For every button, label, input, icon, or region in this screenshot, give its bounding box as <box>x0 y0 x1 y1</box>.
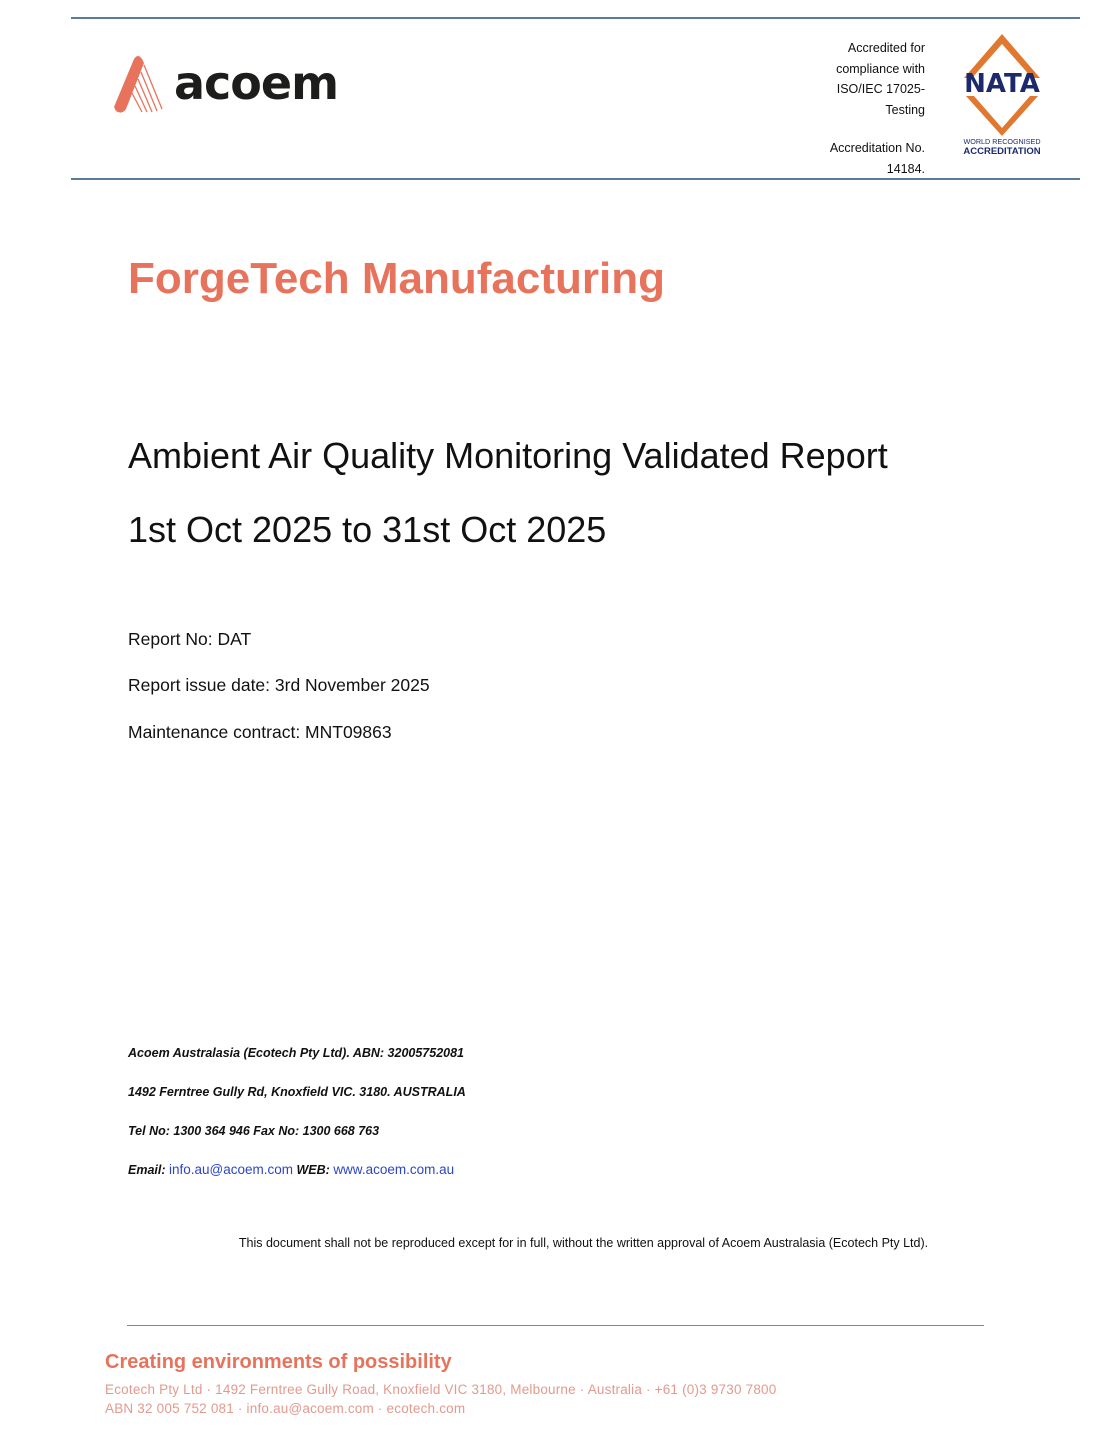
acoem-logo-icon <box>110 53 166 113</box>
accreditation-note <box>785 38 925 179</box>
report-period: 1st Oct 2025 to 31st Oct 2025 <box>128 509 607 550</box>
accreditation-number-line: Accreditation No. <box>829 141 925 155</box>
report-issue-date: Report issue date: 3rd November 2025 <box>128 675 430 695</box>
header-bottom-rule <box>71 178 1080 180</box>
footer-rule <box>127 1325 984 1326</box>
nata-badge-name: NATA <box>964 69 1040 99</box>
report-number: Report No: DAT <box>128 629 252 649</box>
email-link[interactable]: info.au@acoem.com <box>169 1162 294 1177</box>
footer-tagline: Creating environments of possibility <box>105 1351 452 1373</box>
company-abn-line: Acoem Australasia (Ecotech Pty Ltd). ABN: 32005752081 <box>128 1046 465 1060</box>
footer-address-line: Ecotech Pty Ltd · 1492 Ferntree Gully Road, Knoxfield VIC 3180, Melbourne · Australia · +61 (0)3 9730 7800 <box>105 1382 777 1397</box>
nata-badge-line1: WORLD RECOGNISED <box>963 137 1041 146</box>
web-label: WEB: <box>296 1163 334 1177</box>
website-link[interactable]: www.acoem.com.au <box>333 1162 455 1177</box>
maintenance-contract: Maintenance contract: MNT09863 <box>128 722 392 742</box>
header-top-rule <box>71 17 1080 19</box>
client-name-title: ForgeTech Manufacturing <box>128 254 665 303</box>
acoem-logo <box>110 52 338 114</box>
email-label: Email: <box>128 1163 169 1177</box>
company-phone-line: Tel No: 1300 364 946 Fax No: 1300 668 763 <box>128 1124 380 1138</box>
accreditation-number-line: 14184. <box>886 161 925 176</box>
accreditation-line: compliance with <box>836 61 925 76</box>
accreditation-line: Testing <box>885 102 925 117</box>
accreditation-line: ISO/IEC 17025- <box>836 82 925 96</box>
nata-badge-line2: ACCREDITATION <box>963 146 1041 157</box>
company-contact-line <box>128 1162 454 1177</box>
footer-abn-line: ABN 32 005 752 081 · info.au@acoem.com · ecotech.com <box>105 1401 466 1416</box>
report-title: Ambient Air Quality Monitoring Validated Report <box>128 435 888 476</box>
accreditation-line: Accredited for <box>847 41 925 55</box>
acoem-logo-text: acoem <box>174 56 339 110</box>
company-address-line: 1492 Ferntree Gully Rd, Knoxfield VIC. 3180. AUSTRALIA <box>128 1085 466 1099</box>
reproduction-disclaimer: This document shall not be reproduced except for in full, without the written approval of Acoem Australasia (Ecotech Pty Ltd). <box>238 1236 929 1250</box>
nata-badge-icon <box>958 32 1046 158</box>
